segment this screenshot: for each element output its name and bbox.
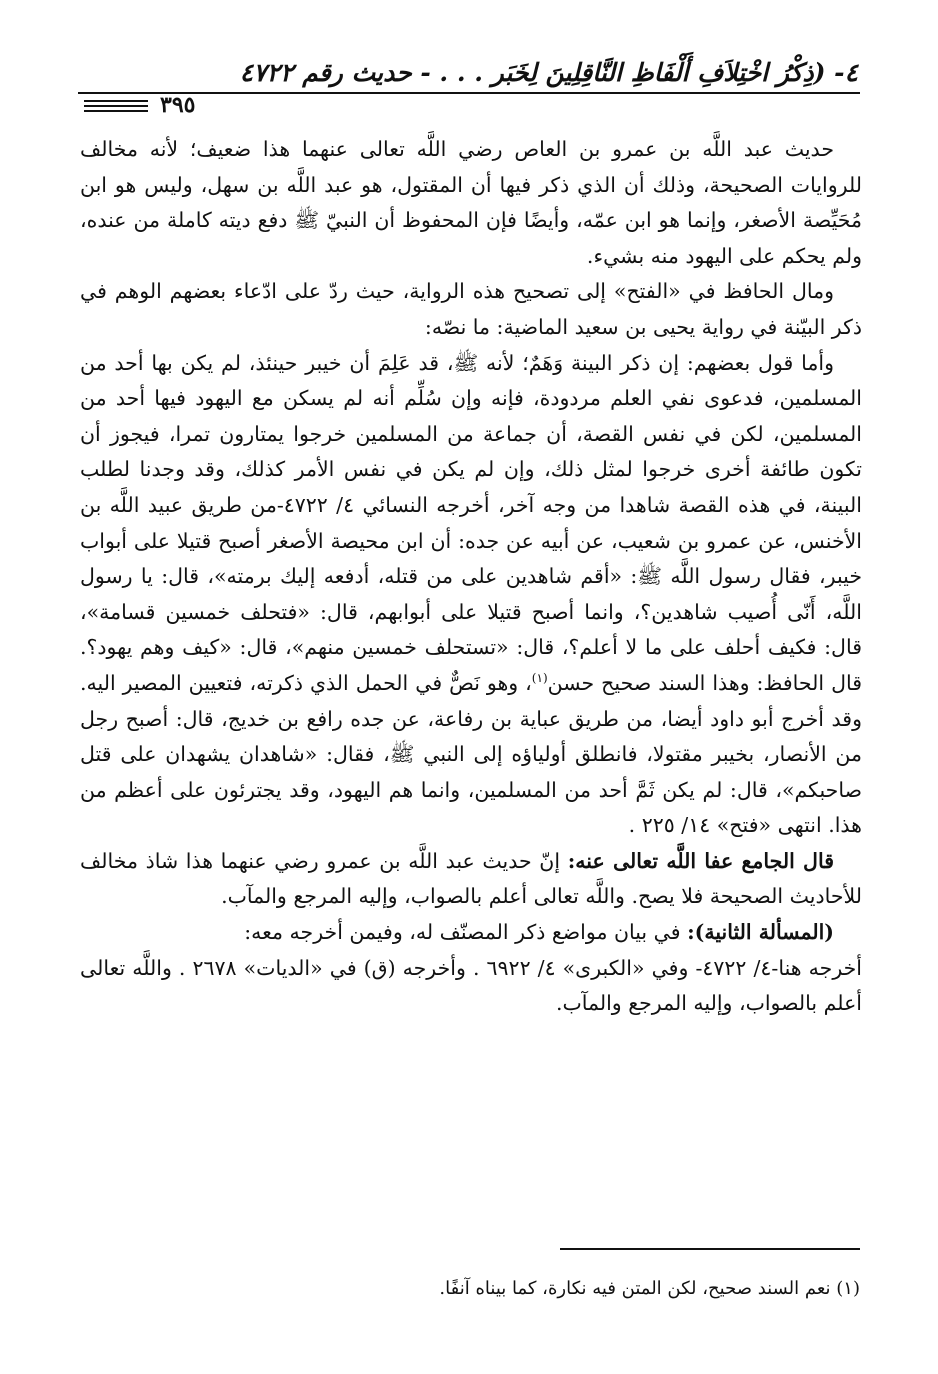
page-number-rules	[84, 100, 148, 115]
paragraph-text: إنّ حديث عبد اللَّه بن عمرو رضي عنهما هذا شاذ مخالف للأحاديث الصحيحة فلا يصح. واللَّه تعالى أعلم بالصواب، وإليه المرجع والمآب.	[80, 848, 862, 909]
paragraph-quote	[80, 346, 862, 844]
main-text	[80, 132, 862, 1022]
footnote: (١) نعم السند صحيح، لكن المتن فيه نكارة، كما بيناه آنفًا.	[439, 1278, 860, 1299]
section-heading: (المسألة الثانية):	[687, 920, 834, 945]
paragraph: حديث عبد اللَّه بن عمرو بن العاص رضي اللَّه تعالى عنهما هذا ضعيف؛ لأنه مخالف للروايات الصحيحة، وذلك أن الذي ذكر فيها أن المقتول، هو عبد اللَّه بن سهل، وليس هو ابن مُحَيِّصة الأصغر، وإنما هو ابن عمّه، وأيضًا فإن المحفوظ أن النبيّ ﷺ دفع ديته كاملة من عنده، ولم يحكم على اليهود منه بشيء.	[80, 137, 862, 268]
paragraph: أخرجه هنا-٤/ ٤٧٢٢- وفي «الكبرى» ٤/ ٦٩٢٢ . وأخرجه (ق) في «الديات» ٢٦٧٨ . واللَّه تعالى أعلم بالصواب، وإليه المرجع والمآب.	[80, 955, 862, 1016]
paragraph-text: وأما قول بعضهم: إن ذكر البينة وَهَمٌ؛ لأنه ﷺ، قد عَلِمَ أن خيبر حينئذ، لم يكن بها أحد من المسلمين، فدعوى نفي العلم مردودة، فإنه وإن سُلِّم أنه لم يسكن مع اليهود فيها أحد من المسلمين، لكن في نفس القصة، أن جماعة من المسلمين خرجوا يمتارون تمرا، فيجوز أن تكون طائفة أخرى خرجوا لمثل ذلك، وإن لم يكن في نفس الأمر كذلك، وقد وجدنا لطلب البينة، في هذه القصة شاهدا من وجه آخر، أخرجه النسائي ٤/ ٤٧٢٢-من طريق عبيد اللَّه بن الأخنس، عن عمرو بن شعيب، عن أبيه عن جده: أن ابن محيصة الأصغر أصبح قتيلا على أبواب خيبر، فقال رسول اللَّه ﷺ: «أقم شاهدين على من قتله، أدفعه إليك برمته»، قال: يا رسول اللَّه، أَنّى أُصيب شاهدين؟، وانما أصبح قتيلا على أبوابهم، قال: «فتحلف خمسين قسامة»، قال: فكيف أحلف على ما لا أعلم؟، قال: «تستحلف خمسين منهم»، قال: «كيف وهم يهود؟. قال الحافظ: وهذا السند صحيح حسن	[80, 350, 863, 695]
paragraph: ومال الحافظ في «الفتح» إلى تصحيح هذه الرواية، حيث ردّ على ادّعاء بعضهم الوهم في ذكر البيّنة في رواية يحيى بن سعيد الماضية: ما نصّه:	[80, 279, 862, 339]
page-header	[78, 58, 868, 118]
page-number: ٣٩٥	[160, 92, 196, 118]
paragraph-text: في بيان مواضع ذكر المصنّف له، وفيمن أخرجه معه:	[244, 920, 688, 945]
bold-lead: قال الجامع عفا اللَّه تعالى عنه:	[567, 848, 834, 873]
paragraph-text: ، وهو نَصٌّ في الحمل الذي ذكرته، فتعيين المصير اليه. وقد أخرج أبو داود أيضا، من طريق عباية بن رفاعة، عن جده رافع بن خديج، قال: أصبح رجل من الأنصار، بخيبر مقتولا، فانطلق أولياؤه إلى النبي ﷺ، فقال: «شاهدان يشهدان على قتل صاحبكم»، قال: لم يكن ثَمَّ أحد من المسلمين، وانما هم اليهود، وقد يجترئون على أعظم من هذا. انتهى «فتح» ١٤/ ٢٢٥ .	[80, 670, 862, 838]
footnote-marker: (١)	[531, 671, 548, 686]
paragraph	[80, 844, 862, 915]
running-header-title: ٤- (ذِكْرُ اخْتِلاَفِ أَلْفَاظِ النَّاقِلِينَ لِخَبَر . . . - حديث رقم ٤٧٢٢	[239, 58, 858, 87]
paragraph	[80, 915, 862, 951]
footnote-separator	[560, 1248, 860, 1250]
